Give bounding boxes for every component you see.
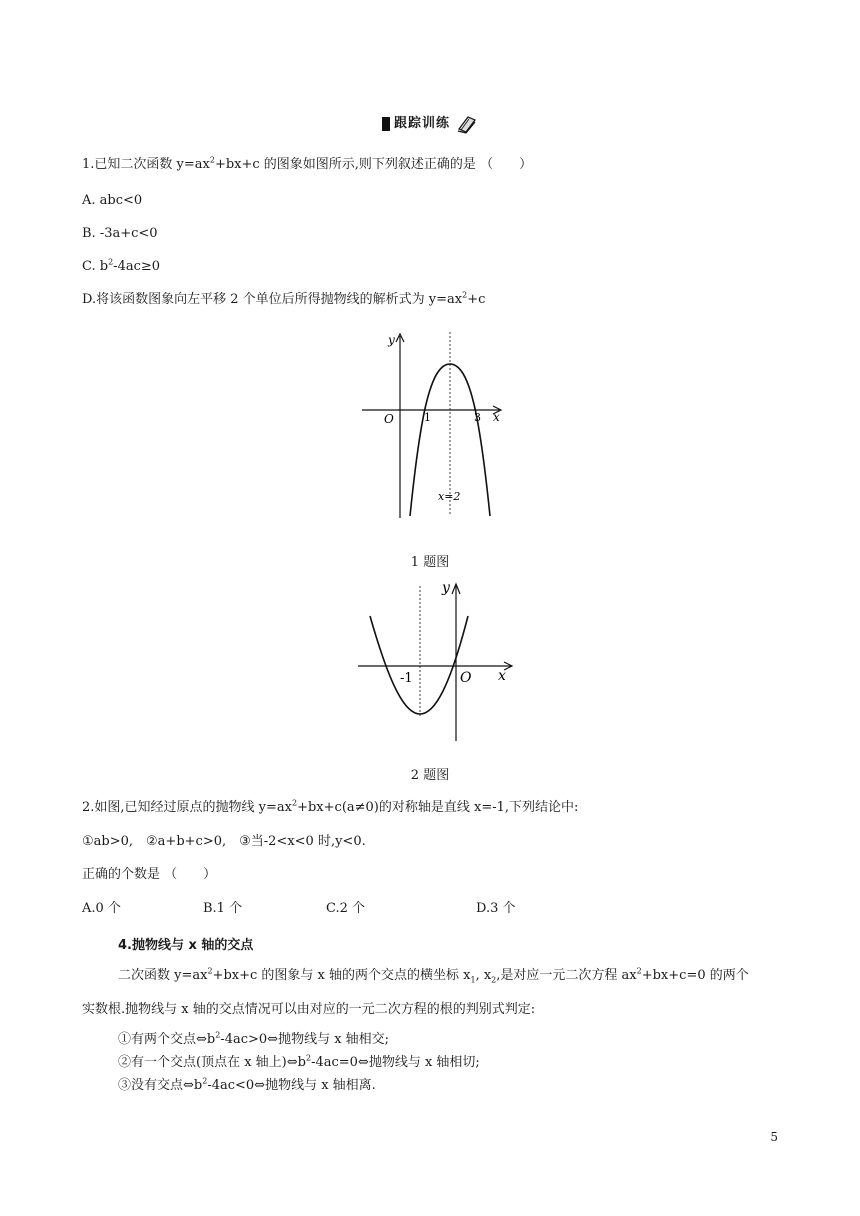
q1-y-label: y <box>388 333 395 347</box>
q1-option-c: C. $b^2-4ac\ge 0$ <box>82 257 161 274</box>
q2-figure <box>350 576 520 746</box>
q2-x-label: x <box>498 668 506 684</box>
q2-conclusions: ①ab>0, ②a+b+c>0, ③当-2<x<0 时,y<0. <box>82 834 366 849</box>
section4-item-3: ③没有交点$\Leftrightarrow b^2-4ac<0\Leftrightarrow$抛物线与 x 轴相离. <box>118 1076 376 1093</box>
q2-option-c: C.2 个 <box>326 901 366 916</box>
section4-paragraph-line2: 实数根.抛物线与 x 轴的交点情况可以由对应的一元二次方程的根的判别式判定: <box>82 1002 536 1017</box>
q1-figure <box>350 328 510 524</box>
q1-option-d: D.将该函数图象向左平移 2 个单位后所得抛物线的解析式为 $y=ax^2+c$ <box>82 290 486 307</box>
q2-tick-minus-1: -1 <box>400 671 413 686</box>
q1-stem: 1.已知二次函数 $y=ax^2+bx+c$ 的图象如图所示,则下列叙述正确的是 （ ） <box>82 155 533 172</box>
q2-stem: 2.如图,已知经过原点的抛物线 $y=ax^2+bx+c(a\ne 0)$的对称轴是直线 x=-1,下列结论中: <box>82 798 579 815</box>
q1-origin-label: O <box>384 412 394 426</box>
section4-paragraph-line1: 二次函数 $y=ax^2+bx+c$ 的图象与 x 轴的两个交点的横坐标 $x_1$, $x_2$,是对应一元二次方程 $ax^2+bx+c=0$ 的两个 <box>118 966 749 985</box>
notebook-icon <box>456 114 478 134</box>
q1-x-label: x <box>493 410 500 424</box>
q2-option-b: B.1 个 <box>203 901 243 916</box>
q1-axis-label: x=2 <box>438 490 461 503</box>
section-heading-text: 跟踪训练 <box>394 116 451 131</box>
section-heading <box>382 114 478 134</box>
q2-option-a: A.0 个 <box>82 901 121 916</box>
q2-y-label: y <box>442 580 450 596</box>
section4-title: 4.抛物线与 x 轴的交点 <box>118 938 254 953</box>
q1-option-b: B. -3a+c<0 <box>82 226 158 241</box>
q1-figure-caption: 1 题图 <box>410 555 450 570</box>
section4-item-1: ①有两个交点$\Leftrightarrow b^2-4ac>0\Leftrightarrow$抛物线与 x 轴相交; <box>118 1030 390 1047</box>
heading-bar-icon <box>382 117 390 131</box>
page-number: 5 <box>770 1130 778 1144</box>
q1-tick-3: 3 <box>474 411 481 424</box>
q2-option-d: D.3 个 <box>476 901 516 916</box>
q2-origin-label: O <box>460 670 472 686</box>
q2-ask: 正确的个数是 （ ） <box>82 867 217 882</box>
q2-figure-caption: 2 题图 <box>410 768 450 783</box>
q1-option-a: A. abc<0 <box>82 193 143 208</box>
q1-tick-1: 1 <box>424 411 431 424</box>
q2-parabola <box>370 616 468 714</box>
section4-item-2: ②有一个交点(顶点在 x 轴上)$\Leftrightarrow b^2-4ac=0\Leftrightarrow$抛物线与 x 轴相切; <box>118 1053 480 1070</box>
